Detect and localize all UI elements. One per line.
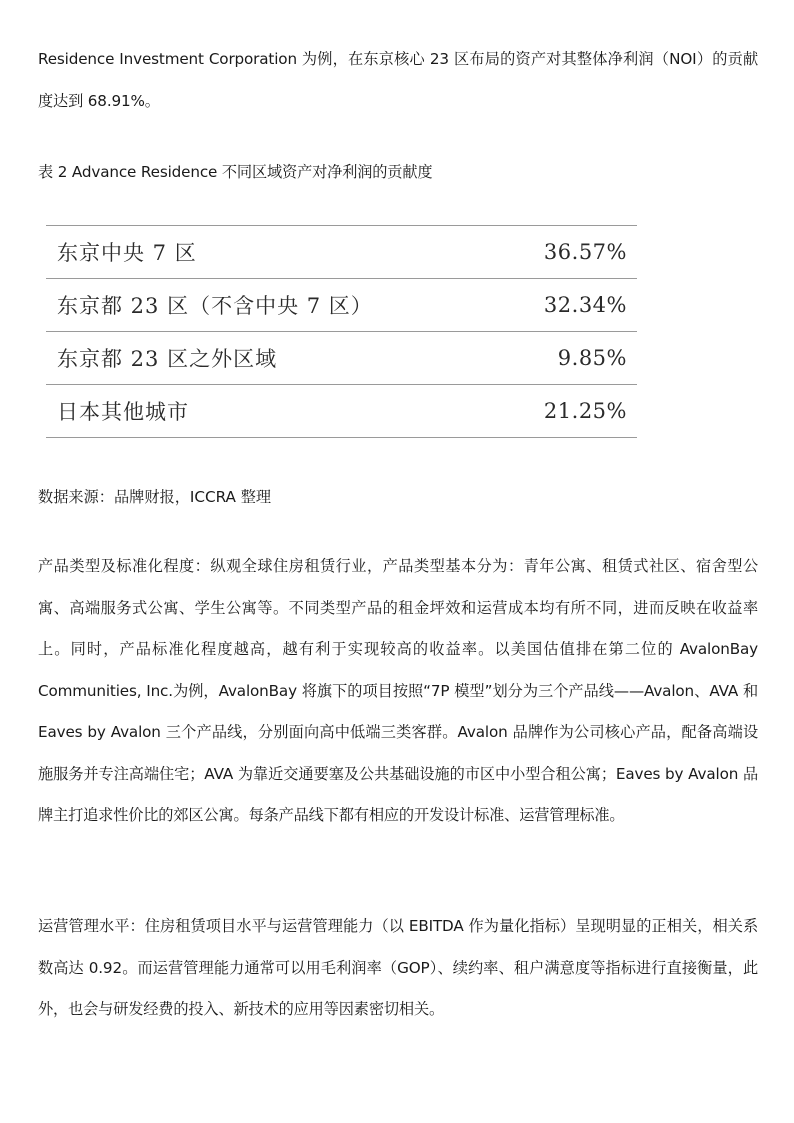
region-cell: 日本其他城市 — [57, 400, 189, 424]
table-row — [46, 385, 637, 438]
table-caption: 表 2 Advance Residence 不同区域资产对净利润的贡献度 — [38, 163, 433, 181]
operations-paragraph: 运营管理水平：住房租赁项目水平与运营管理能力（以 EBITDA 作为量化指标）呈现明显的正相关，相关系数高达 0.92。而运营管理能力通常可以用毛利润率（GOP）、续约率、租户满意度等指标进行直接衡量，此外，也会与研发经费的投入、新技术的应用等因素密切相关。 — [38, 917, 758, 1018]
intro-paragraph: Residence Investment Corporation 为例，在东京核心 23 区布局的资产对其整体净利润（NOI）的贡献度达到 68.91%。 — [38, 50, 758, 110]
product-type-paragraph: 产品类型及标准化程度：纵观全球住房租赁行业，产品类型基本分为：青年公寓、租赁式社区、宿舍型公寓、高端服务式公寓、学生公寓等。不同类型产品的租金坪效和运营成本均有所不同，进而反映在收益率上。同时，产品标准化程度越高，越有利于实现较高的收益率。以美国估值排在第二位的 AvalonBay Communities, Inc.为例，AvalonBay 将旗下的项目按照“7P 模型”划分为三个产品线——Avalon、AVA 和 Eaves by Avalon 三个产品线，分别面向高中低端三类客群。Avalon 品牌作为公司核心产品，配备高端设施服务并专注高端住宅；AVA 为靠近交通要塞及公共基础设施的市区中小型合租公寓；Eaves by Avalon 品牌主打追求性价比的郊区公寓。每条产品线下都有相应的开发设计标准、运营管理标准。 — [38, 557, 758, 824]
value-cell: 9.85% — [557, 346, 627, 370]
contribution-table — [46, 225, 637, 438]
value-cell: 36.57% — [543, 240, 627, 264]
region-cell: 东京都 23 区之外区域 — [57, 347, 278, 371]
region-cell: 东京都 23 区（不含中央 7 区） — [57, 294, 373, 318]
table-row — [46, 332, 637, 385]
region-cell: 东京中央 7 区 — [57, 241, 197, 265]
value-cell: 21.25% — [543, 399, 627, 423]
data-source-note: 数据来源：品牌财报，ICCRA 整理 — [38, 488, 272, 506]
value-cell: 32.34% — [543, 293, 627, 317]
table-row — [46, 226, 637, 279]
table-row — [46, 279, 637, 332]
